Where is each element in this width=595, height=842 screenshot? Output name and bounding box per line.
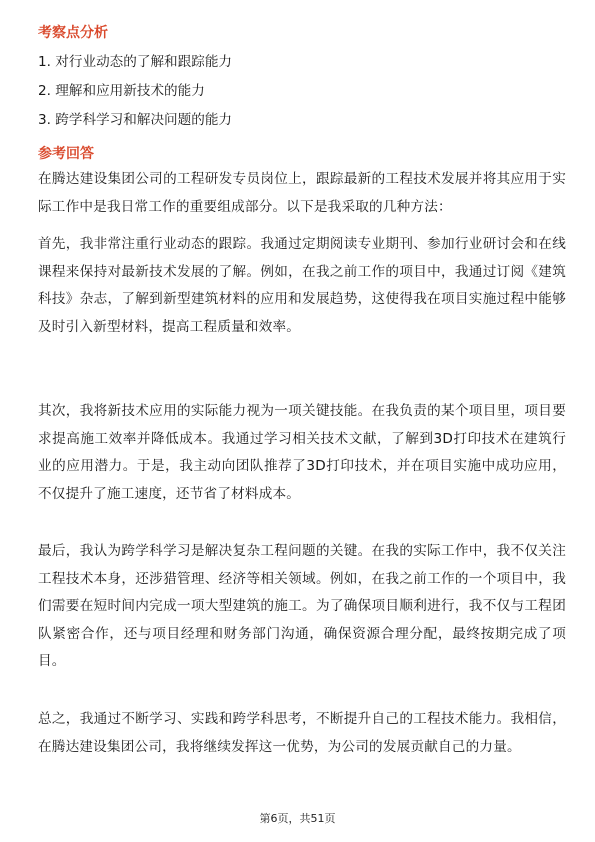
paragraph-second: 其次，我将新技术应用的实际能力视为一项关键技能。在我负责的某个项目里，项目要求提高施工效率并降低成本。我通过学习相关技术文献，了解到3D打印技术在建筑行业的应用潜力。于是，我主动向团队推荐了3D打印技术，并在项目实施中成功应用，不仅提升了施工速度，还节省了材料成本。 — [38, 403, 566, 502]
section-title-analysis: 考察点分析 — [38, 25, 108, 41]
list-item: 1. 对行业动态的了解和跟踪能力 — [38, 54, 233, 70]
paragraph-intro: 在腾达建设集团公司的工程研发专员岗位上，跟踪最新的工程技术发展并将其应用于实际工作中是我日常工作的重要组成部分。以下是我采取的几种方法： — [38, 171, 566, 215]
section-title-answer: 参考回答 — [38, 146, 94, 162]
paragraph-first: 首先，我非常注重行业动态的跟踪。我通过定期阅读专业期刊、参加行业研讨会和在线课程来保持对最新技术发展的了解。例如，在我之前工作的项目中，我通过订阅《建筑科技》杂志，了解到新型建筑材料的应用和发展趋势，这使得我在项目实施过程中能够及时引入新型材料，提高工程质量和效率。 — [38, 236, 566, 335]
list-item: 3. 跨学科学习和解决问题的能力 — [38, 112, 233, 128]
paragraph-third: 最后，我认为跨学科学习是解决复杂工程问题的关键。在我的实际工作中，我不仅关注工程技术本身，还涉猎管理、经济等相关领域。例如，在我之前工作的一个项目中，我们需要在短时间内完成一项大型建筑的施工。为了确保项目顺利进行，我不仅与工程团队紧密合作，还与项目经理和财务部门沟通，确保资源合理分配，最终按期完成了项目。 — [38, 543, 566, 670]
paragraph-conclusion: 总之，我通过不断学习、实践和跨学科思考，不断提升自己的工程技术能力。我相信，在腾达建设集团公司，我将继续发挥这一优势，为公司的发展贡献自己的力量。 — [38, 711, 566, 755]
list-item: 2. 理解和应用新技术的能力 — [38, 83, 205, 99]
page-number: 第6页，共51页 — [259, 812, 336, 825]
